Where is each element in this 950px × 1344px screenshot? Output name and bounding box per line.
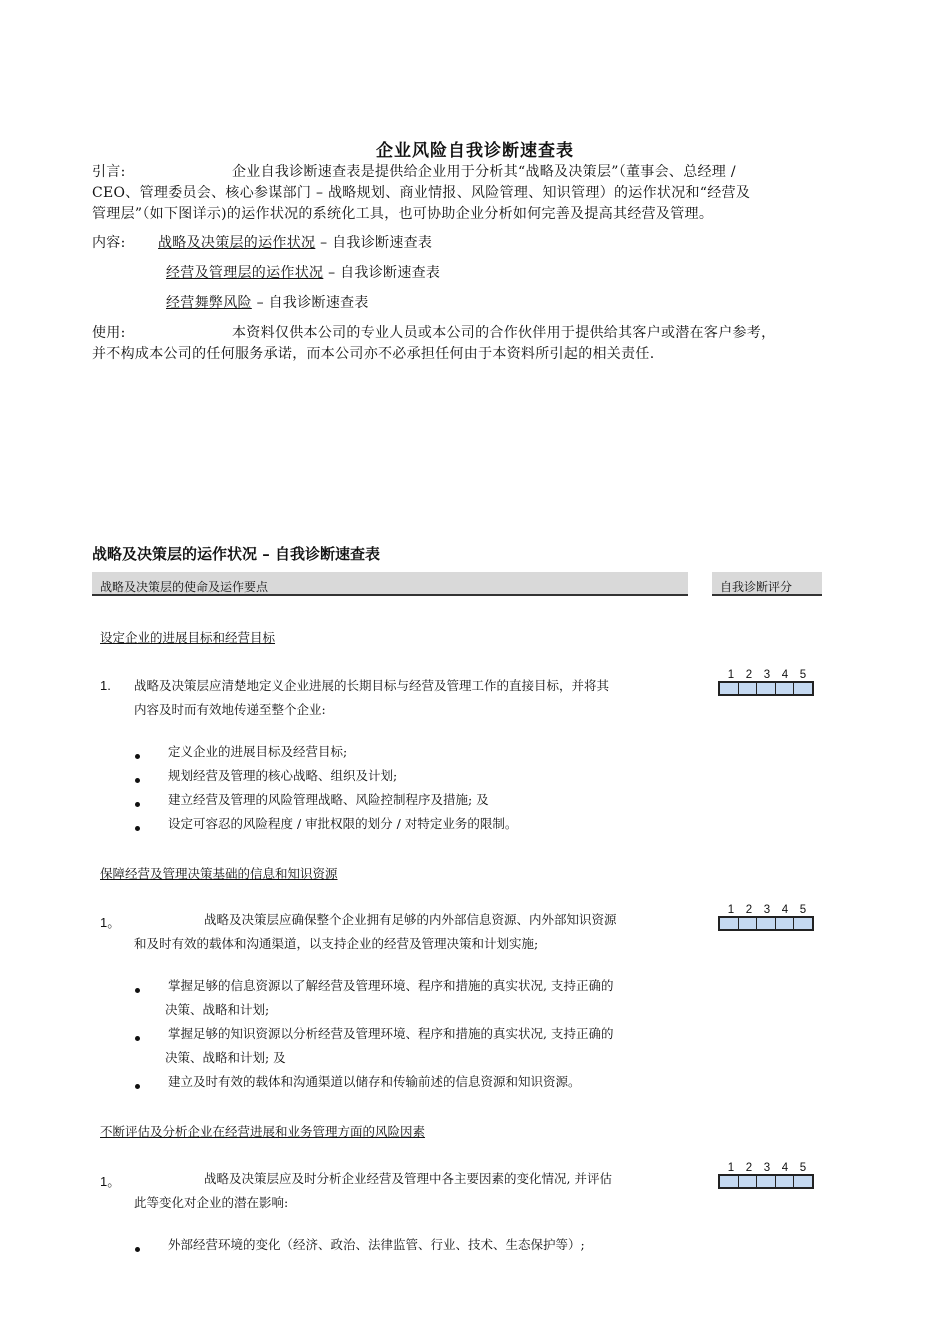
question-text: 和及时有效的载体和沟通渠道，以支持企业的经营及管理决策和计划实施; [134, 936, 539, 951]
rating-box[interactable] [776, 683, 795, 694]
rating-box[interactable] [757, 683, 776, 694]
rating-scale-number: 1 [727, 669, 735, 681]
contents-item-fraud [166, 293, 369, 314]
contents-item-suffix: – 自我诊断速查表 [251, 295, 369, 311]
usage-label: 使用: [92, 325, 126, 341]
bullet-text: 规划经营及管理的核心战略、组织及计划; [168, 768, 398, 783]
rating-boxes [718, 916, 814, 931]
question-text: 战略及决策层应及时分析企业经营及管理中各主要因素的变化情况, 并评估 [204, 1171, 612, 1186]
column-header-score: 自我诊断评分 [712, 572, 822, 596]
rating-scale-number: 5 [799, 669, 807, 681]
rating-box[interactable] [757, 1176, 776, 1187]
bullet-text: 外部经营环境的变化（经济、政治、法律监管、行业、技术、生态保护等）; [168, 1237, 585, 1252]
bullet-text: 建立及时有效的载体和沟通渠道以储存和传输前述的信息资源和知识资源。 [168, 1074, 581, 1089]
group-heading: 不断评估及分析企业在经营进展和业务管理方面的风险因素 [100, 1124, 426, 1139]
section-title: 战略及决策层的运作状况 – 自我诊断速查表 [92, 545, 380, 563]
rating-scale-number: 1 [727, 904, 735, 916]
rating-scale-number: 2 [745, 1162, 753, 1174]
rating-scale-numbers [718, 669, 816, 681]
rating-box[interactable] [720, 1176, 739, 1187]
rating-scale-number: 2 [745, 669, 753, 681]
question-number: 1。 [100, 1174, 121, 1189]
bullet-icon [135, 988, 140, 993]
group-heading: 设定企业的进展目标和经营目标 [100, 630, 276, 645]
bullet-text: 掌握足够的信息资源以了解经营及管理环境、程序和措施的真实状况, 支持正确的 [168, 978, 614, 993]
question-text: 此等变化对企业的潜在影响: [134, 1195, 289, 1210]
group-heading: 保障经营及管理决策基础的信息和知识资源 [100, 866, 338, 881]
bullet-text: 定义企业的进展目标及经营目标; [168, 744, 348, 759]
rating-boxes [718, 681, 814, 696]
rating-scale-number: 4 [781, 904, 789, 916]
intro-line-2: CEO、管理委员会、核心参谋部门 – 战略规划、商业情报、风险管理、知识管理）的运作状况和“经营及 [92, 185, 751, 201]
rating-box[interactable] [720, 683, 739, 694]
rating-scale-number: 4 [781, 1162, 789, 1174]
rating-scale-numbers [718, 904, 816, 916]
rating-box[interactable] [739, 1176, 758, 1187]
rating-scale-number: 5 [799, 1162, 807, 1174]
intro-line-3: 管理层”（如下图详示)的运作状况的系统化工具，也可协助企业分析如何完善及提高其经营及管理。 [92, 206, 714, 222]
contents-link-fraud[interactable]: 经营舞弊风险 [166, 295, 252, 311]
rating-box[interactable] [720, 918, 739, 929]
rating-scale-number: 1 [727, 1162, 735, 1174]
rating-box[interactable] [757, 918, 776, 929]
question-number: 1。 [100, 915, 121, 930]
rating-box[interactable] [776, 1176, 795, 1187]
rating-scale-number: 2 [745, 904, 753, 916]
page-title: 企业风险自我诊断速查表 [376, 141, 574, 161]
bullet-icon [135, 1084, 140, 1089]
rating-box[interactable] [794, 1176, 812, 1187]
rating-scale-number: 4 [781, 669, 789, 681]
contents-link-strategy[interactable]: 战略及决策层的运作状况 [158, 235, 316, 251]
contents-item-operations [166, 263, 440, 284]
rating-scale-number: 3 [763, 904, 771, 916]
contents-item-suffix: – 自我诊断速查表 [323, 265, 441, 281]
column-header-mission: 战略及决策层的使命及运作要点 [92, 572, 688, 596]
bullet-icon [135, 1247, 140, 1252]
intro-label: 引言: [92, 164, 126, 180]
bullet-icon [135, 1036, 140, 1041]
bullet-text-continued: 决策、战略和计划; [165, 1002, 270, 1017]
usage-line-1: 本资料仅供本公司的专业人员或本公司的合作伙伴用于提供给其客户或潜在客户参考， [232, 325, 776, 341]
rating-box[interactable] [794, 683, 812, 694]
bullet-icon [135, 754, 140, 759]
rating-scale-numbers [718, 1162, 816, 1174]
bullet-text-continued: 决策、战略和计划; 及 [165, 1050, 286, 1065]
question-text: 战略及决策层应确保整个企业拥有足够的内外部信息资源、内外部知识资源 [204, 912, 617, 927]
question-number: 1. [100, 678, 111, 693]
contents-link-operations[interactable]: 经营及管理层的运作状况 [166, 265, 324, 281]
bullet-icon [135, 826, 140, 831]
bullet-icon [135, 802, 140, 807]
rating-scale-number: 5 [799, 904, 807, 916]
rating-box[interactable] [794, 918, 812, 929]
rating-scale [718, 904, 816, 931]
rating-box[interactable] [739, 918, 758, 929]
question-text: 战略及决策层应清楚地定义企业进展的长期目标与经营及管理工作的直接目标，并将其 [134, 678, 610, 693]
bullet-text: 设定可容忍的风险程度 / 审批权限的划分 / 对特定业务的限制。 [168, 816, 518, 831]
rating-box[interactable] [739, 683, 758, 694]
rating-boxes [718, 1174, 814, 1189]
contents-item-strategy [158, 233, 432, 254]
rating-scale [718, 669, 816, 696]
bullet-text: 建立经营及管理的风险管理战略、风险控制程序及措施; 及 [168, 792, 489, 807]
usage-line-2: 并不构成本公司的任何服务承诺，而本公司亦不必承担任何由于本资料所引起的相关责任. [92, 346, 655, 362]
bullet-text: 掌握足够的知识资源以分析经营及管理环境、程序和措施的真实状况, 支持正确的 [168, 1026, 614, 1041]
intro-line-1: 企业自我诊断速查表是提供给企业用于分析其“战略及决策层”（董事会、总经理 / [232, 164, 736, 180]
rating-scale [718, 1162, 816, 1189]
rating-box[interactable] [776, 918, 795, 929]
contents-item-suffix: – 自我诊断速查表 [315, 235, 433, 251]
question-text: 内容及时而有效地传递至整个企业: [134, 702, 326, 717]
rating-scale-number: 3 [763, 1162, 771, 1174]
rating-scale-number: 3 [763, 669, 771, 681]
bullet-icon [135, 778, 140, 783]
contents-label: 内容: [92, 235, 126, 251]
